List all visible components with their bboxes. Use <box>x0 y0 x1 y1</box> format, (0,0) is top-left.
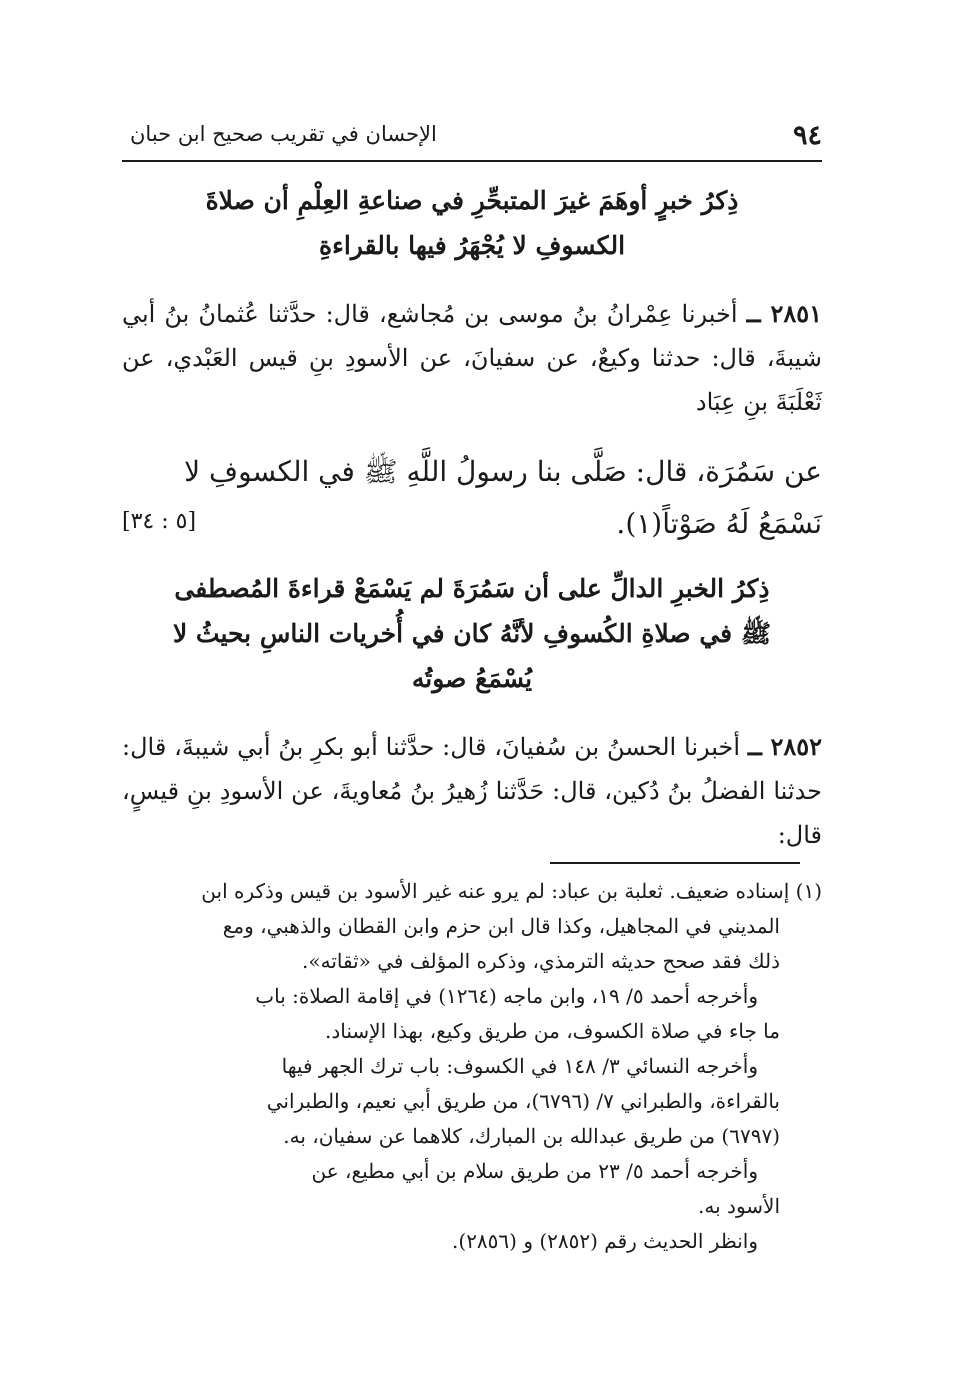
footnote-line: وانظر الحديث رقم (٢٨٥٢) و (٢٨٥٦). <box>452 1229 758 1253</box>
footnote-line: (٦٧٩٧) من طريق عبدالله بن المبارك، كلاهما عن سفيان، به. <box>283 1124 780 1148</box>
hadith-2851-isnad <box>122 292 822 424</box>
matn-text: عن سَمُرَة، قال: صَلَّى بنا رسولُ اللَّهِ ﷺ في الكسوفِ لا نَسْمَعُ لَهُ صَوْتاً(١). <box>184 455 822 540</box>
hadith-number: ٢٨٥٢ ــ <box>747 732 822 761</box>
footnote-rule <box>550 862 800 864</box>
section-heading-1: ذِكرُ خبرٍ أوهَمَ غيرَ المتبحِّرِ في صناعةِ العِلْمِ أن صلاةَ الكسوفِ لا يُجْهَرُ فيها بالقراءةِ <box>205 186 739 260</box>
hadith-reference: [٥ : ٣٤] <box>122 509 197 534</box>
hadith-2851-matn <box>122 446 822 550</box>
footnote-line: وأخرجه أحمد ٥/ ٢٣ من طريق سلام بن أبي مطيع، عن <box>311 1159 758 1183</box>
page-header <box>122 110 822 162</box>
header-rule <box>122 160 822 162</box>
footnotes <box>122 874 822 1259</box>
footnote-line: وأخرجه أحمد ٥/ ١٩، وابن ماجه (١٢٦٤) في إقامة الصلاة: باب <box>255 984 758 1008</box>
footnote-line: ما جاء في صلاة الكسوف، من طريق وكيع، بهذا الإسناد. <box>325 1019 780 1043</box>
hadith-2852-isnad <box>122 725 822 857</box>
footnote-line: (١) إسناده ضعيف. ثعلبة بن عباد: لم يرو عنه غير الأسود بن قيس وذكره ابن <box>201 879 822 903</box>
section-heading-2: ذِكرُ الخبرِ الدالِّ على أن سَمُرَةَ لم يَسْمَعْ قراءةَ المُصطفى ﷺ في صلاةِ الكُسوفِ لأنَّهُ كان في أُخريات الناسِ بحيثُ لا يُسْمَعُ صوتُه <box>172 574 772 693</box>
footnote-line: بالقراءة، والطبراني ٧/ (٦٧٩٦)، من طريق أبي نعيم، والطبراني <box>266 1089 780 1113</box>
footnote-line: ذلك فقد صحح حديثه الترمذي، وذكره المؤلف في «ثقاته». <box>302 949 780 973</box>
footnote-line: وأخرجه النسائي ٣/ ١٤٨ في الكسوف: باب ترك الجهر فيها <box>281 1054 758 1078</box>
page-number: ٩٤ <box>792 120 822 151</box>
running-title: الإحسان في تقريب صحيح ابن حبان <box>130 122 437 146</box>
main-text <box>122 178 822 879</box>
footnote-line: المديني في المجاهيل، وكذا قال ابن حزم وابن القطان والذهبي، ومع <box>222 914 780 938</box>
isnad-text: أخبرنا عِمْرانُ بنُ موسى بن مُجاشع، قال: حدَّثنا عُثمانُ بنُ أبي شيبةَ، قال: حدثنا وكيعٌ، عن سفيانَ، عن الأسودِ بنِ قيس العَبْدي، عن ثَعْلَبَةَ بنِ عِبَاد <box>122 300 822 416</box>
isnad-text: أخبرنا الحسنُ بن سُفيانَ، قال: حدَّثنا أبو بكرِ بنُ أبي شيبةَ، قال: حدثنا الفضلُ بنُ دُكين، قال: حَدَّثنا زُهيرُ بنُ مُعاويةَ، عن الأسودِ بنِ قيسٍ، قال: <box>122 733 822 849</box>
footnote-line: الأسود به. <box>698 1194 780 1218</box>
hadith-number: ٢٨٥١ ــ <box>746 299 822 328</box>
